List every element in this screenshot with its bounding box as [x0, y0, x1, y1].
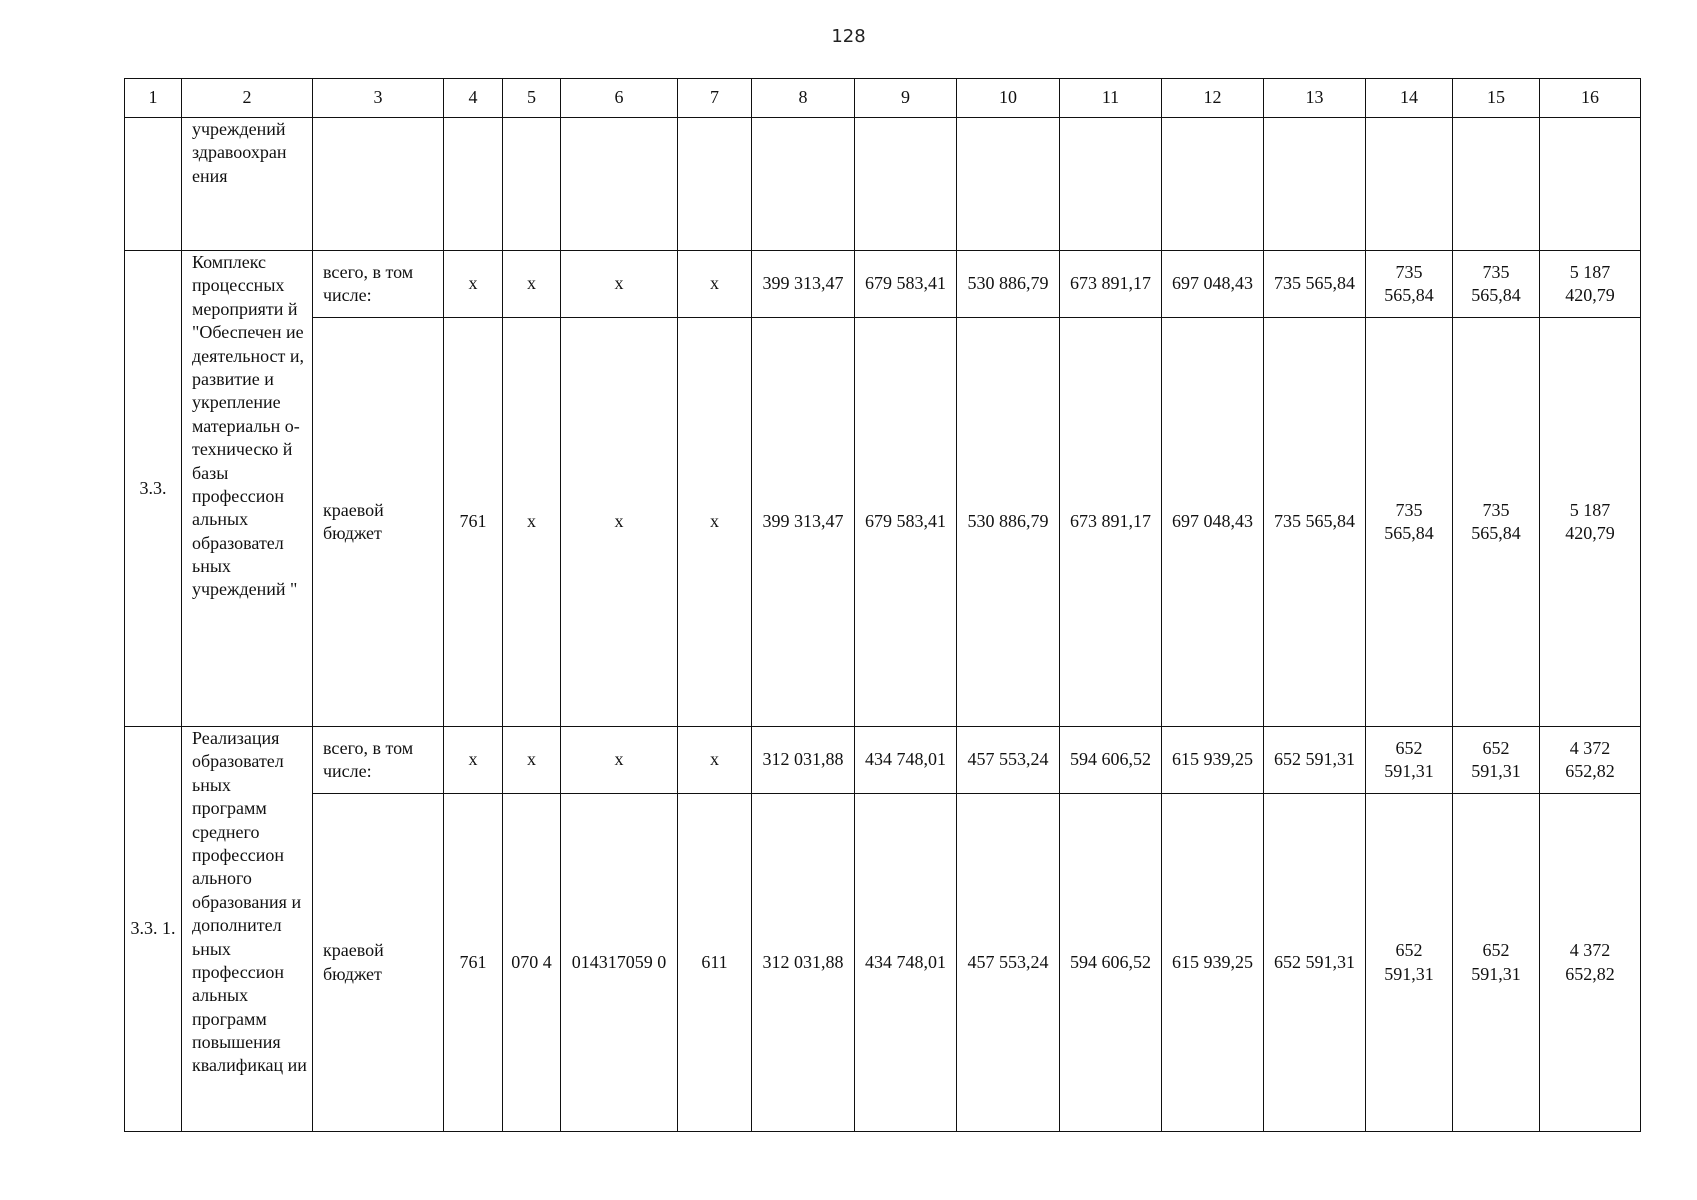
code-cell: 014317059 0: [561, 794, 678, 1132]
header-cell: 8: [752, 79, 855, 118]
table-row-3-3-regional: [125, 318, 1641, 727]
header-cell: 9: [855, 79, 957, 118]
value-cell: 679 583,41: [855, 318, 957, 727]
funding-kind-cell: краевой бюджет: [313, 794, 444, 1132]
empty-cell: [855, 118, 957, 251]
header-cell: 3: [313, 79, 444, 118]
value-cell: 312 031,88: [752, 794, 855, 1132]
value-cell: 652 591,31: [1366, 727, 1453, 794]
header-cell: 16: [1540, 79, 1641, 118]
value-cell: 530 886,79: [957, 318, 1060, 727]
table-row-continued: [125, 118, 1641, 251]
value-cell: 5 187 420,79: [1540, 251, 1641, 318]
value-cell: 697 048,43: [1162, 318, 1264, 727]
header-cell: 4: [444, 79, 503, 118]
value-cell: 735 565,84: [1264, 251, 1366, 318]
value-cell: 4 372 652,82: [1540, 727, 1641, 794]
table-row-3-3-1-total: [125, 727, 1641, 794]
value-cell: 652 591,31: [1264, 727, 1366, 794]
code-cell: х: [561, 318, 678, 727]
header-cell: 14: [1366, 79, 1453, 118]
code-cell: х: [444, 251, 503, 318]
value-cell: 5 187 420,79: [1540, 318, 1641, 727]
empty-cell: [444, 118, 503, 251]
header-cell: 2: [182, 79, 313, 118]
table-row-3-3-1-regional: [125, 794, 1641, 1132]
value-cell: 594 606,52: [1060, 727, 1162, 794]
empty-cell: [503, 118, 561, 251]
empty-cell: [1162, 118, 1264, 251]
code-cell: х: [444, 727, 503, 794]
header-cell: 5: [503, 79, 561, 118]
budget-table: [124, 78, 1641, 1132]
code-cell: х: [678, 727, 752, 794]
value-cell: 615 939,25: [1162, 794, 1264, 1132]
empty-cell: [313, 118, 444, 251]
empty-cell: [1264, 118, 1366, 251]
code-cell: х: [678, 251, 752, 318]
code-cell: 070 4: [503, 794, 561, 1132]
value-cell: 312 031,88: [752, 727, 855, 794]
header-cell: 10: [957, 79, 1060, 118]
value-cell: 457 553,24: [957, 727, 1060, 794]
empty-cell: [1060, 118, 1162, 251]
empty-cell: [957, 118, 1060, 251]
code-cell: х: [503, 251, 561, 318]
code-cell: х: [503, 727, 561, 794]
funding-kind-cell: краевой бюджет: [313, 318, 444, 727]
code-cell: х: [561, 727, 678, 794]
header-cell: 12: [1162, 79, 1264, 118]
header-row: [125, 79, 1641, 118]
value-cell: 4 372 652,82: [1540, 794, 1641, 1132]
header-cell: 1: [125, 79, 182, 118]
value-cell: 735 565,84: [1453, 251, 1540, 318]
value-cell: 434 748,01: [855, 727, 957, 794]
empty-cell: [1366, 118, 1453, 251]
value-cell: 735 565,84: [1264, 318, 1366, 727]
empty-cell: [752, 118, 855, 251]
funding-kind-cell: всего, в том числе:: [313, 251, 444, 318]
value-cell: 530 886,79: [957, 251, 1060, 318]
value-cell: 399 313,47: [752, 318, 855, 727]
code-cell: 761: [444, 794, 503, 1132]
code-cell: 611: [678, 794, 752, 1132]
value-cell: 652 591,31: [1264, 794, 1366, 1132]
row-name-cell: Комплекс процессных мероприяти й "Обеспечен ие деятельност и, развитие и укрепление материальн о- техническо й базы профессион альных образовател ьных учреждений ": [182, 251, 313, 727]
value-cell: 673 891,17: [1060, 251, 1162, 318]
value-cell: 735 565,84: [1453, 318, 1540, 727]
page-number: 128: [831, 26, 866, 47]
header-cell: 6: [561, 79, 678, 118]
code-cell: х: [678, 318, 752, 727]
value-cell: 735 565,84: [1366, 318, 1453, 727]
row-number-cell: 3.3. 1.: [125, 727, 182, 1132]
value-cell: 434 748,01: [855, 794, 957, 1132]
row-number-cell: [125, 118, 182, 251]
empty-cell: [1540, 118, 1641, 251]
row-name-cell: учреждений здравоохран ения: [182, 118, 313, 251]
row-number-cell: 3.3.: [125, 251, 182, 727]
table-row-3-3-total: [125, 251, 1641, 318]
value-cell: 652 591,31: [1453, 727, 1540, 794]
value-cell: 615 939,25: [1162, 727, 1264, 794]
value-cell: 735 565,84: [1366, 251, 1453, 318]
value-cell: 457 553,24: [957, 794, 1060, 1132]
value-cell: 679 583,41: [855, 251, 957, 318]
empty-cell: [678, 118, 752, 251]
empty-cell: [1453, 118, 1540, 251]
code-cell: х: [503, 318, 561, 727]
empty-cell: [561, 118, 678, 251]
value-cell: 594 606,52: [1060, 794, 1162, 1132]
code-cell: 761: [444, 318, 503, 727]
header-cell: 15: [1453, 79, 1540, 118]
value-cell: 399 313,47: [752, 251, 855, 318]
value-cell: 652 591,31: [1366, 794, 1453, 1132]
header-cell: 11: [1060, 79, 1162, 118]
value-cell: 697 048,43: [1162, 251, 1264, 318]
value-cell: 673 891,17: [1060, 318, 1162, 727]
code-cell: х: [561, 251, 678, 318]
header-cell: 7: [678, 79, 752, 118]
row-name-cell: Реализация образовател ьных программ среднего профессион ального образования и дополнител ьных профессион альных программ повышения квалификац ии: [182, 727, 313, 1132]
value-cell: 652 591,31: [1453, 794, 1540, 1132]
header-cell: 13: [1264, 79, 1366, 118]
funding-kind-cell: всего, в том числе:: [313, 727, 444, 794]
